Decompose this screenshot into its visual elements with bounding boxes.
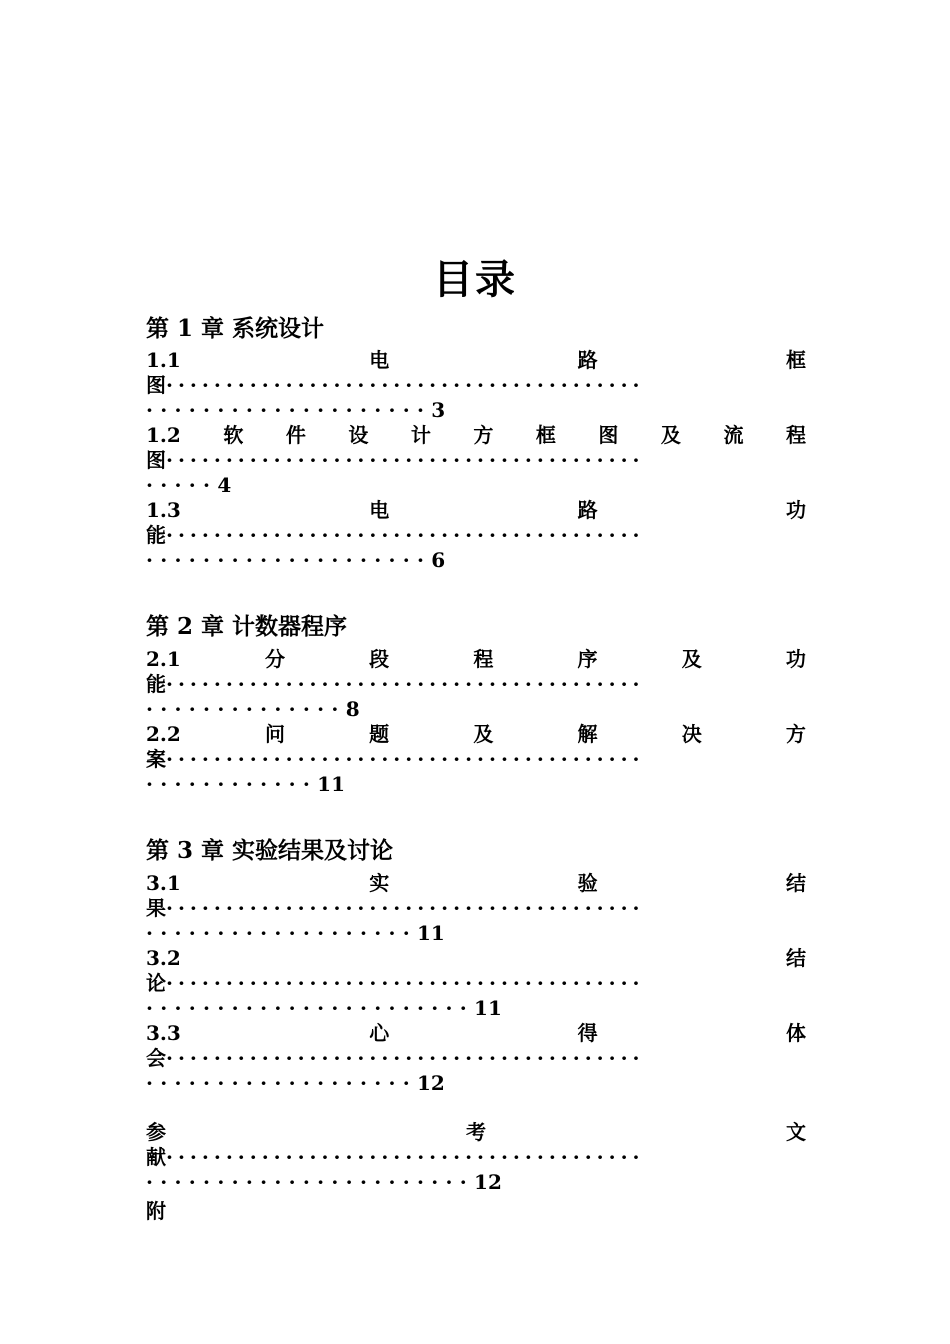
toc-entry-char: 2.1: [146, 647, 181, 671]
toc-entry-char: 题: [369, 722, 390, 746]
toc-entry-char: 分: [264, 647, 285, 671]
toc-entry-char: 能: [146, 523, 166, 547]
toc-entry-appendix[interactable]: 附: [146, 1199, 166, 1223]
toc-entry-page-line: [146, 1170, 806, 1195]
chapter-heading[interactable]: 第 3 章 实验结果及讨论: [146, 837, 394, 864]
toc-entry-char: 软: [223, 423, 244, 447]
toc-entry-char: 2.2: [146, 722, 181, 746]
toc-entry-char: 1.3: [146, 498, 181, 522]
toc-entry-leader: [146, 747, 806, 772]
toc-entry[interactable]: [146, 722, 806, 797]
toc-entry[interactable]: [146, 946, 806, 1021]
dot-leader: ············: [146, 772, 318, 796]
toc-entry-page-line: [146, 1071, 806, 1096]
toc-entry-page-line: [146, 772, 806, 797]
toc-entry-char: 验: [577, 871, 598, 895]
toc-entry-char: 图: [146, 373, 166, 397]
dot-leader: ···················: [146, 921, 417, 945]
toc-entry-char: 路: [577, 348, 598, 372]
toc-entry-page-line: [146, 996, 806, 1021]
toc-entry-char: 3.2: [146, 946, 181, 970]
toc-entry-char: 问: [264, 722, 285, 746]
toc-entry-char: 结: [786, 946, 806, 970]
toc-entry-char: 图: [598, 423, 619, 447]
toc-entry-char: 论: [146, 971, 166, 995]
toc-entry-page-line: [146, 398, 806, 423]
chapter-heading[interactable]: 第 2 章 计数器程序: [146, 613, 348, 640]
dot-leader: ·······················: [146, 996, 475, 1020]
toc-entry-line: [146, 498, 806, 523]
toc-entry-char: 1.1: [146, 348, 181, 372]
toc-entry[interactable]: [146, 647, 806, 722]
page-number: 12: [417, 1071, 445, 1095]
toc-entry-char: 解: [577, 722, 598, 746]
toc-entry-line: [146, 1021, 806, 1046]
toc-entry-char: 体: [785, 1021, 806, 1045]
toc-entry[interactable]: [146, 871, 806, 946]
toc-entry-line: [146, 871, 806, 896]
dot-leader: ········································: [166, 373, 645, 397]
toc-entry-char: 功: [785, 498, 806, 522]
toc-entry-char: 程: [785, 423, 806, 447]
toc-entry-char: 案: [146, 747, 166, 771]
toc-entry-char: 1.2: [146, 423, 181, 447]
dot-leader: ········································: [166, 896, 645, 920]
toc-entry-char: 文: [786, 1120, 806, 1144]
dot-leader: ········································: [166, 747, 645, 771]
toc-entry-char: 电: [369, 348, 390, 372]
dot-leader: ·······················: [146, 1170, 475, 1194]
toc-entry-char: 流: [723, 423, 744, 447]
toc-entry-char: 功: [785, 647, 806, 671]
toc-entry-char: 框: [535, 423, 556, 447]
toc-entry-char: 结: [785, 871, 806, 895]
dot-leader: ········································: [166, 523, 645, 547]
toc-entry-leader: [146, 1145, 806, 1170]
page-number: 8: [345, 697, 360, 721]
toc-entry-char: 决: [681, 722, 702, 746]
page-number: 11: [474, 996, 502, 1020]
toc-title: 目录: [433, 256, 517, 303]
toc-entry-char: 果: [146, 896, 166, 920]
toc-entry-references[interactable]: [146, 1120, 806, 1195]
page-number: 11: [317, 772, 345, 796]
dot-leader: ········································: [166, 971, 645, 995]
toc-entry-char: 及: [681, 647, 702, 671]
toc-entry-char: 段: [369, 647, 390, 671]
toc-entry-char: 实: [369, 871, 390, 895]
toc-entry-char: 得: [577, 1021, 598, 1045]
toc-entry-line: [146, 946, 806, 971]
toc-entry-line: [146, 1120, 806, 1145]
page-number: 6: [431, 548, 446, 572]
chapter-heading[interactable]: 第 1 章 系统设计: [146, 315, 325, 342]
toc-entry-char: 考: [466, 1120, 486, 1144]
toc-entry-line: [146, 647, 806, 672]
dot-leader: ········································: [166, 1145, 645, 1169]
toc-entry-leader: [146, 448, 806, 473]
dot-leader: ········································: [166, 1046, 645, 1070]
dot-leader: ········································: [166, 448, 645, 472]
dot-leader: ··············: [146, 697, 346, 721]
toc-entry-char: 能: [146, 672, 166, 696]
toc-entry-line: [146, 348, 806, 373]
toc-entry-leader: [146, 672, 806, 697]
toc-entry-char: 及: [473, 722, 494, 746]
dot-leader: ···················: [146, 1071, 417, 1095]
toc-entry-page-line: [146, 697, 806, 722]
toc-entry-char: 及: [660, 423, 681, 447]
toc-entry[interactable]: [146, 498, 806, 573]
toc-entry-char: 3.1: [146, 871, 181, 895]
toc-entry-char: 设: [348, 423, 369, 447]
toc-entry-page-line: [146, 548, 806, 573]
page-number: 11: [417, 921, 445, 945]
page-number: 12: [474, 1170, 502, 1194]
toc-entry-leader: [146, 1046, 806, 1071]
dot-leader: ····················: [146, 548, 432, 572]
dot-leader: ····················: [146, 398, 432, 422]
toc-entry-page-line: [146, 473, 806, 498]
page-number: 4: [217, 473, 232, 497]
toc-entry[interactable]: [146, 1021, 806, 1096]
toc-entry-char: 计: [410, 423, 431, 447]
toc-entry-char: 件: [285, 423, 306, 447]
toc-entry-leader: [146, 896, 806, 921]
toc-entry-char: 参: [146, 1120, 166, 1144]
toc-entry-char: 献: [146, 1145, 166, 1169]
toc-entry-char: 方: [473, 423, 494, 447]
dot-leader: ········································: [166, 672, 645, 696]
toc-entry[interactable]: [146, 423, 806, 498]
toc-entry-char: 3.3: [146, 1021, 181, 1045]
toc-entry-line: [146, 722, 806, 747]
toc-entry-leader: [146, 523, 806, 548]
toc-entry-char: 图: [146, 448, 166, 472]
toc-entry-char: 会: [146, 1046, 166, 1070]
toc-entry-page-line: [146, 921, 806, 946]
toc-entry-char: 序: [577, 647, 598, 671]
toc-entry-leader: [146, 373, 806, 398]
toc-entry-char: 心: [369, 1021, 390, 1045]
toc-entry-char: 路: [577, 498, 598, 522]
toc-entry-char: 框: [785, 348, 806, 372]
toc-entry-line: [146, 423, 806, 448]
page-number: 3: [431, 398, 446, 422]
toc-entry-char: 电: [369, 498, 390, 522]
toc-entry-char: 方: [785, 722, 806, 746]
toc-entry[interactable]: [146, 348, 806, 423]
toc-entry-leader: [146, 971, 806, 996]
toc-entry-char: 程: [473, 647, 494, 671]
dot-leader: ·····: [146, 473, 218, 497]
